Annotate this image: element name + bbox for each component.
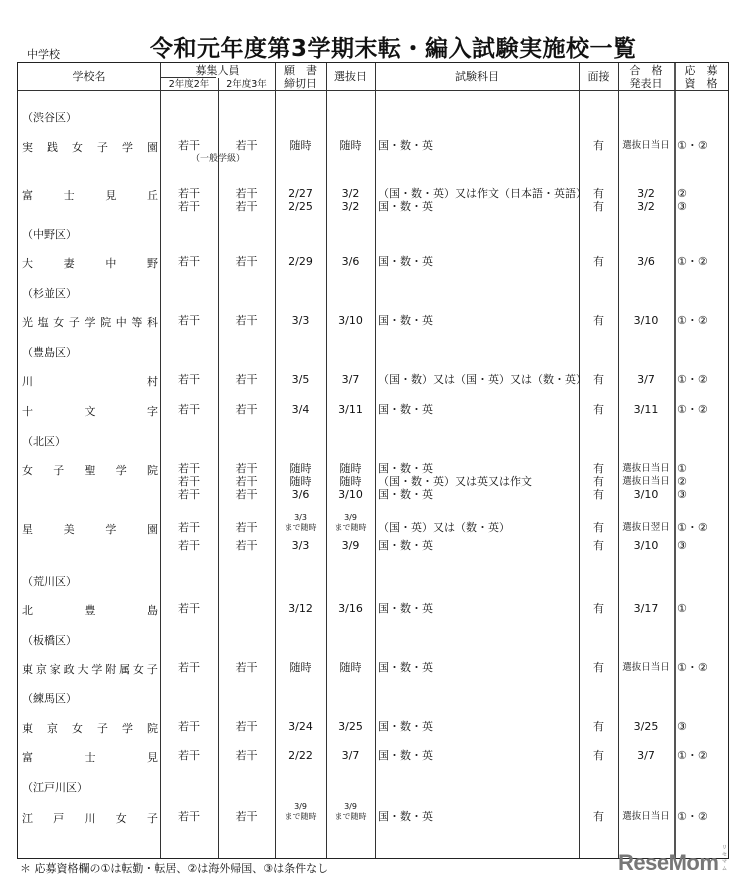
school-name-char: 子 xyxy=(97,141,108,154)
school-name-char: 村 xyxy=(147,375,158,388)
cell-eligibility: ①・② xyxy=(677,255,708,268)
school-name-char: 子 xyxy=(97,722,108,735)
cell-exam: 随時 xyxy=(339,462,362,475)
cell-deadline: まで随時 xyxy=(284,812,317,821)
school-name-char: 子 xyxy=(147,812,158,825)
school-name-char: 戸 xyxy=(53,812,65,825)
school-name-char: 園 xyxy=(147,141,158,154)
cell-interview: 有 xyxy=(593,373,604,386)
cell-g2: 若干 xyxy=(178,661,200,674)
cell-exam: 3/11 xyxy=(338,403,363,416)
cell-interview: 有 xyxy=(593,661,604,674)
school-name-char: 大 xyxy=(22,257,33,270)
school-name-char: 富 xyxy=(22,189,33,202)
cell-deadline: 3/3 xyxy=(291,314,310,327)
cell-g3: 若干 xyxy=(235,810,258,823)
col-divider xyxy=(326,63,327,858)
cell-exam: 随時 xyxy=(339,139,362,152)
school-name-char: 丘 xyxy=(146,189,158,202)
header-school: 学校名 xyxy=(72,70,106,83)
cell-deadline: 2/27 xyxy=(288,187,313,200)
col-divider xyxy=(275,63,276,858)
school-name-char: 践 xyxy=(47,141,58,154)
school-name-char: 京 xyxy=(35,663,47,676)
cell-g3: 若干 xyxy=(235,475,258,488)
school-name-char: 妻 xyxy=(63,257,75,270)
school-name-char: 十 xyxy=(22,405,33,418)
school-name-char: 子 xyxy=(146,663,158,676)
cell-exam: 3/6 xyxy=(341,255,360,268)
school-name xyxy=(22,810,158,826)
cell-result-date: 選抜日当日 xyxy=(622,463,670,474)
cell-result-date: 3/7 xyxy=(637,749,655,762)
cell-deadline: 2/25 xyxy=(288,200,313,213)
ward-label: （練馬区） xyxy=(22,692,77,705)
header-interview: 面接 xyxy=(587,70,610,83)
cell-eligibility: ①・② xyxy=(677,661,708,674)
header-result-1: 合 格 xyxy=(629,64,663,77)
cell-subjects: 国・数・英 xyxy=(378,200,433,213)
cell-deadline: 随時 xyxy=(289,462,312,475)
header-exam-date: 選抜日 xyxy=(334,70,367,83)
cell-g2: 若干 xyxy=(178,602,200,615)
school-name-char: 富 xyxy=(22,751,33,764)
school-name-char: 字 xyxy=(147,405,158,418)
school-name-char: 園 xyxy=(146,523,158,536)
cell-result-date: 3/10 xyxy=(633,539,659,552)
cell-subjects: 国・数・英 xyxy=(378,602,433,615)
school-name xyxy=(22,462,158,478)
school-name-char: 女 xyxy=(72,141,83,154)
cell-deadline: 随時 xyxy=(289,139,312,152)
school-name-char: 女 xyxy=(115,812,127,825)
cell-result-date: 選抜日当日 xyxy=(622,662,670,673)
school-name-char: 院 xyxy=(100,316,112,329)
cell-g3: 若干 xyxy=(235,661,258,674)
school-name-char: 聖 xyxy=(84,464,96,477)
col-divider xyxy=(618,63,619,858)
cell-g2: 若干 xyxy=(178,314,200,327)
cell-deadline: 2/29 xyxy=(288,255,313,268)
school-name-char: 家 xyxy=(49,663,61,676)
school-name-char: 等 xyxy=(131,316,143,329)
cell-interview: 有 xyxy=(593,139,604,152)
school-name xyxy=(22,521,158,537)
cell-g2: 若干 xyxy=(178,255,200,268)
cell-g2: 若干 xyxy=(178,462,200,475)
watermark-tag: リセマム xyxy=(722,845,727,872)
cell-interview: 有 xyxy=(593,521,604,534)
cell-g2: 若干 xyxy=(178,475,200,488)
cell-eligibility: ①・② xyxy=(677,403,708,416)
cell-subjects: （国・数）又は（国・英）又は（数・英） xyxy=(378,373,587,386)
school-name-char: 属 xyxy=(119,663,131,676)
cell-g3: 若干 xyxy=(235,749,258,762)
cell-exam: 3/10 xyxy=(338,488,363,501)
header-eligibility-1: 応 募 xyxy=(684,64,718,77)
school-name-char: 江 xyxy=(22,812,33,825)
cell-result-date: 選抜日当日 xyxy=(622,476,670,487)
schools-table xyxy=(17,62,729,859)
cell-exam: 随時 xyxy=(339,475,362,488)
cell-g3: 若干 xyxy=(235,187,258,200)
header-deadline-2: 締切日 xyxy=(284,77,317,90)
cell-g2: 若干 xyxy=(178,539,200,552)
cell-interview: 有 xyxy=(593,539,604,552)
cell-subjects: 国・数・英 xyxy=(378,314,433,327)
header-result-2: 発表日 xyxy=(629,77,663,90)
cell-deadline: 3/4 xyxy=(291,403,310,416)
cell-result-date: 3/2 xyxy=(637,200,655,213)
cell-result-date: 3/7 xyxy=(637,373,655,386)
cell-g3: 若干 xyxy=(235,373,258,386)
cell-result-date: 3/10 xyxy=(633,314,659,327)
cell-eligibility: ①・② xyxy=(677,521,708,534)
cell-g2: 若干 xyxy=(178,403,200,416)
school-name-char: 学 xyxy=(115,464,127,477)
cell-result-date: 選抜日当日 xyxy=(622,811,670,822)
school-name-char: 士 xyxy=(63,189,75,202)
school-name-char: 学 xyxy=(105,523,117,536)
col-divider xyxy=(375,63,376,858)
cell-subjects: 国・数・英 xyxy=(378,488,433,501)
cell-eligibility: ① xyxy=(677,462,687,475)
school-name-char: 東 xyxy=(22,663,33,676)
cell-interview: 有 xyxy=(593,720,604,733)
school-name xyxy=(22,187,158,203)
school-name xyxy=(22,373,158,389)
cell-eligibility: ③ xyxy=(677,488,687,501)
cell-interview: 有 xyxy=(593,749,604,762)
cell-deadline: 2/22 xyxy=(288,749,313,762)
school-name-char: 政 xyxy=(63,663,75,676)
school-name-char: 京 xyxy=(47,722,58,735)
resemom-watermark xyxy=(618,845,727,876)
school-name-char: 北 xyxy=(22,604,33,617)
school-name-char: 子 xyxy=(68,316,80,329)
school-name xyxy=(22,749,158,765)
school-name xyxy=(22,314,158,330)
school-name-char: 中 xyxy=(115,316,127,329)
header-subjects: 試験科目 xyxy=(455,70,499,83)
cell-exam: 3/25 xyxy=(338,720,363,733)
cell-deadline: 3/3 xyxy=(291,539,310,552)
cell-deadline: 随時 xyxy=(289,475,312,488)
cell-interview: 有 xyxy=(593,187,604,200)
school-name-char: 島 xyxy=(147,604,158,617)
cell-eligibility: ①・② xyxy=(677,373,708,386)
cell-result-date: 3/17 xyxy=(633,602,659,615)
school-name-char: 豊 xyxy=(84,604,96,617)
cell-g3: 若干 xyxy=(235,139,258,152)
school-name-char: 川 xyxy=(22,375,33,388)
school-name-char: 東 xyxy=(22,722,33,735)
cell-g2: 若干 xyxy=(178,187,200,200)
school-name-char: 学 xyxy=(122,722,133,735)
cell-g2: 若干 xyxy=(178,720,200,733)
cell-interview: 有 xyxy=(593,255,604,268)
school-name-char: 女 xyxy=(133,663,144,676)
cell-g3: 若干 xyxy=(235,255,258,268)
school-name-char: 塩 xyxy=(37,316,49,329)
ward-label: （杉並区） xyxy=(22,287,77,300)
header-recruit: 募集人員 xyxy=(195,64,240,77)
cell-interview: 有 xyxy=(593,602,604,615)
cell-exam-date: 3/9 xyxy=(344,802,357,811)
school-name-char: 学 xyxy=(122,141,133,154)
school-name-char: 女 xyxy=(22,464,33,477)
ward-label: （豊島区） xyxy=(22,346,77,359)
school-name-char: 野 xyxy=(146,257,158,270)
cell-exam: 3/2 xyxy=(341,187,360,200)
cell-deadline-date: 3/3 xyxy=(294,513,307,522)
cell-result-date: 3/25 xyxy=(633,720,659,733)
cell-subjects: （国・数・英）又は作文（日本語・英語） xyxy=(378,187,587,200)
cell-eligibility: ①・② xyxy=(677,749,708,762)
school-name xyxy=(22,139,158,155)
cell-eligibility: ③ xyxy=(677,200,687,213)
cell-exam: まで随時 xyxy=(334,523,367,532)
cell-interview: 有 xyxy=(593,488,604,501)
school-name-char: 中 xyxy=(105,257,117,270)
ward-label: （荒川区） xyxy=(22,575,77,588)
cell-exam: 3/16 xyxy=(338,602,363,615)
cell-eligibility: ③ xyxy=(677,539,687,552)
ward-label: （板橋区） xyxy=(22,634,77,647)
cell-subjects: 国・数・英 xyxy=(378,139,433,152)
header-divider xyxy=(18,90,728,91)
cell-exam: 3/7 xyxy=(341,749,360,762)
school-name-char: 文 xyxy=(84,405,96,418)
cell-g3: 若干 xyxy=(235,200,258,213)
cell-subjects: 国・数・英 xyxy=(378,720,433,733)
ward-label: （中野区） xyxy=(22,228,77,241)
cell-exam: 3/10 xyxy=(338,314,363,327)
cell-interview: 有 xyxy=(593,475,604,488)
cell-deadline: 3/5 xyxy=(291,373,310,386)
document-category: 中学校 xyxy=(27,48,60,61)
cell-interview: 有 xyxy=(593,314,604,327)
cell-interview: 有 xyxy=(593,810,604,823)
cell-g2: 若干 xyxy=(178,749,200,762)
cell-exam-date: 3/9 xyxy=(344,513,357,522)
cell-result-date: 3/2 xyxy=(637,187,655,200)
cell-subjects: 国・数・英 xyxy=(378,661,433,674)
school-name xyxy=(22,602,158,618)
cell-result-date: 選抜日当日 xyxy=(622,140,670,151)
header-eligibility-2: 資 格 xyxy=(684,77,718,90)
cell-subjects: （国・英）又は（数・英） xyxy=(378,521,510,534)
header-recruit-g2: 2年度2年 xyxy=(168,79,210,90)
cell-deadline: 3/24 xyxy=(288,720,313,733)
school-name-char: 院 xyxy=(147,722,158,735)
school-name-char: 学 xyxy=(84,316,96,329)
cell-g3: 若干 xyxy=(235,521,258,534)
cell-deadline: 3/12 xyxy=(288,602,313,615)
cell-eligibility: ①・② xyxy=(677,139,708,152)
cell-g3: 若干 xyxy=(235,488,258,501)
school-name-char: 学 xyxy=(91,663,103,676)
school-name-char: 光 xyxy=(22,316,33,329)
document-title: 令和元年度第3学期末転・編入試験実施校一覧 xyxy=(150,36,637,62)
cell-g3: 若干 xyxy=(235,314,258,327)
cell-deadline: 随時 xyxy=(289,661,312,674)
cell-subjects: 国・数・英 xyxy=(378,810,433,823)
school-name xyxy=(22,661,158,677)
school-name-char: 科 xyxy=(147,316,158,329)
school-name-char: 星 xyxy=(22,523,33,536)
school-name-char: 女 xyxy=(72,722,83,735)
cell-eligibility: ② xyxy=(677,475,687,488)
cell-deadline: まで随時 xyxy=(284,523,317,532)
cell-result-date: 3/10 xyxy=(633,488,659,501)
cell-g3: 若干 xyxy=(235,539,258,552)
school-name-char: 見 xyxy=(105,189,117,202)
cell-subjects: 国・数・英 xyxy=(378,255,433,268)
school-name-char: 川 xyxy=(84,812,96,825)
cell-subjects: 国・数・英 xyxy=(378,403,433,416)
cell-eligibility: ① xyxy=(677,602,687,615)
cell-subjects: 国・数・英 xyxy=(378,539,433,552)
cell-g2: 若干 xyxy=(178,200,200,213)
cell-g2: 若干 xyxy=(178,810,200,823)
school-name-char: 子 xyxy=(53,464,65,477)
school-name-char: 実 xyxy=(22,141,33,154)
header-deadline-1: 願 書 xyxy=(284,64,317,77)
header-recruit-g3: 2年度3年 xyxy=(226,79,267,90)
cell-g2: 若干 xyxy=(178,139,200,152)
cell-exam: 3/7 xyxy=(341,373,360,386)
cell-interview: 有 xyxy=(593,200,604,213)
ward-label: （北区） xyxy=(22,435,66,448)
cell-g3: 若干 xyxy=(235,720,258,733)
cell-subjects: 国・数・英 xyxy=(378,749,433,762)
watermark-brand: ReseMom xyxy=(618,850,719,875)
school-name-char: 附 xyxy=(105,663,117,676)
school-name-char: 美 xyxy=(63,523,75,536)
cell-subjects: （国・数・英）又は英又は作文 xyxy=(378,475,532,488)
school-name-char: 大 xyxy=(77,663,89,676)
ward-label: （渋谷区） xyxy=(22,111,77,124)
recruit-note: （一般学級） xyxy=(190,154,245,164)
cell-eligibility: ② xyxy=(677,187,687,200)
cell-g3: 若干 xyxy=(235,462,258,475)
cell-g2: 若干 xyxy=(178,373,200,386)
cell-result-date: 選抜日翌日 xyxy=(622,522,670,533)
cell-g2: 若干 xyxy=(178,488,200,501)
cell-eligibility: ①・② xyxy=(677,810,708,823)
school-name xyxy=(22,255,158,271)
cell-eligibility: ③ xyxy=(677,720,687,733)
school-name xyxy=(22,720,158,736)
cell-deadline-date: 3/9 xyxy=(294,802,307,811)
cell-deadline: 3/6 xyxy=(291,488,310,501)
school-name-char: 女 xyxy=(53,316,65,329)
cell-g3: 若干 xyxy=(235,403,258,416)
cell-result-date: 3/6 xyxy=(637,255,655,268)
cell-interview: 有 xyxy=(593,462,604,475)
school-name-char: 院 xyxy=(147,464,158,477)
cell-g2: 若干 xyxy=(178,521,200,534)
cell-exam: まで随時 xyxy=(334,812,367,821)
col-divider xyxy=(160,63,161,858)
school-name-char: 士 xyxy=(84,751,96,764)
col-divider xyxy=(579,63,580,858)
school-name xyxy=(22,403,158,419)
cell-exam: 3/2 xyxy=(341,200,360,213)
cell-exam: 随時 xyxy=(339,661,362,674)
cell-subjects: 国・数・英 xyxy=(378,462,433,475)
footnote: ＊ 応募資格欄の①は転勤・転居、②は海外帰国、③は条件なし xyxy=(20,862,329,875)
school-name-char: 見 xyxy=(147,751,158,764)
ward-label: （江戸川区） xyxy=(22,781,88,794)
col-divider xyxy=(674,63,676,858)
cell-interview: 有 xyxy=(593,403,604,416)
cell-result-date: 3/11 xyxy=(633,403,659,416)
cell-eligibility: ①・② xyxy=(677,314,708,327)
cell-exam: 3/9 xyxy=(341,539,360,552)
